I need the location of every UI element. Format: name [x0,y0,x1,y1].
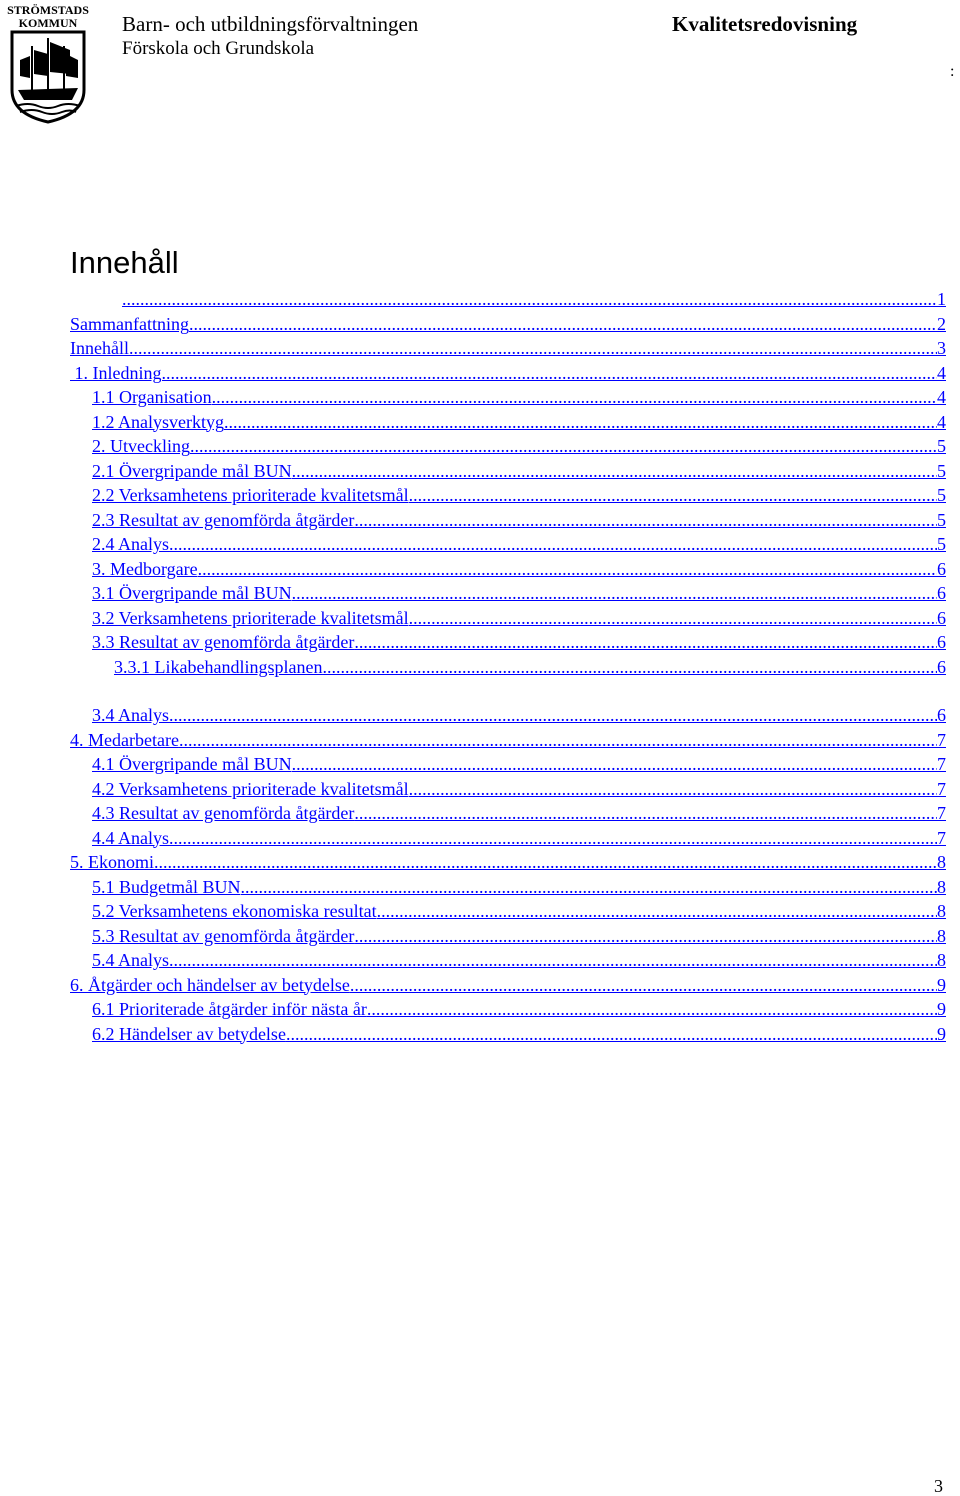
toc-entry[interactable]: 5.1 Budgetmål BUN ..... 8 [70,876,946,901]
toc-entry[interactable]: 3.3 Resultat av genomförda åtgärder ..... 6 [70,631,946,656]
ship-crest-icon [8,30,88,124]
toc-entry[interactable]: 6.2 Händelser av betydelse ..... 9 [70,1023,946,1048]
toc-entry[interactable]: 5.4 Analys ..... 8 [70,949,946,974]
toc-entry[interactable]: 1.1 Organisation ..... 4 [70,386,946,411]
municipality-logo [2,2,94,126]
toc-entry[interactable]: 5. Ekonomi ..... 8 [70,851,946,876]
toc-entry[interactable]: 4. Medarbetare ..... 7 [70,729,946,754]
toc-entry[interactable]: 3.2 Verksamhetens prioriterade kvalitetsmål ..... 6 [70,607,946,632]
page-number: 3 [934,1476,943,1496]
toc-entry[interactable]: 2.2 Verksamhetens prioriterade kvalitetsmål ..... 5 [70,484,946,509]
toc-entry[interactable]: 5.3 Resultat av genomförda åtgärder ..... 8 [70,925,946,950]
header-organization: Barn- och utbildningsförvaltningen [122,12,419,36]
logo-line1: STRÖMSTADS [7,3,89,17]
toc-entry[interactable]: 3.3.1 Likabehandlingsplanen ..... 6 [70,656,946,681]
toc-entry[interactable]: 4.4 Analys ..... 7 [70,827,946,852]
toc-entry[interactable]: 5.2 Verksamhetens ekonomiska resultat ..... 8 [70,900,946,925]
toc-entry[interactable]: Sammanfattning ..... 2 [70,313,946,338]
toc-entry[interactable]: 3.1 Övergripande mål BUN ..... 6 [70,582,946,607]
toc-entry[interactable]: 3.4 Analys ..... 6 [70,704,946,729]
toc-entry[interactable]: 2. Utveckling ..... 5 [70,435,946,460]
toc-entry[interactable]: 3. Medborgare ..... 6 [70,558,946,583]
toc-entry[interactable]: 6.1 Prioriterade åtgärder inför nästa år ..... 9 [70,998,946,1023]
toc-entry[interactable]: ..... 1 [70,288,946,313]
toc-entry[interactable]: 4.2 Verksamhetens prioriterade kvalitetsmål ..... 7 [70,778,946,803]
toc-entry[interactable]: 1.2 Analysverktyg ..... 4 [70,411,946,436]
logo-line2: KOMMUN [18,16,78,30]
toc-heading: Innehåll [70,245,179,280]
toc-entry[interactable]: 6. Åtgärder och händelser av betydelse ..... 9 [70,974,946,999]
toc-entry[interactable]: 2.3 Resultat av genomförda åtgärder ..... 5 [70,509,946,534]
toc-entry[interactable]: 4.1 Övergripande mål BUN ..... 7 [70,753,946,778]
toc-entry[interactable]: 1. Inledning ..... 4 [70,362,946,387]
toc-entry[interactable]: 2.1 Övergripande mål BUN ..... 5 [70,460,946,485]
header-colon: : [950,63,955,80]
table-of-contents [70,288,946,1047]
header-subtitle: Förskola och Grundskola [122,38,315,59]
toc-entry[interactable]: 4.3 Resultat av genomförda åtgärder ..... 7 [70,802,946,827]
toc-entry[interactable]: Innehåll ..... 3 [70,337,946,362]
header-document-title: Kvalitetsredovisning [672,12,858,36]
toc-entry[interactable]: 2.4 Analys ..... 5 [70,533,946,558]
